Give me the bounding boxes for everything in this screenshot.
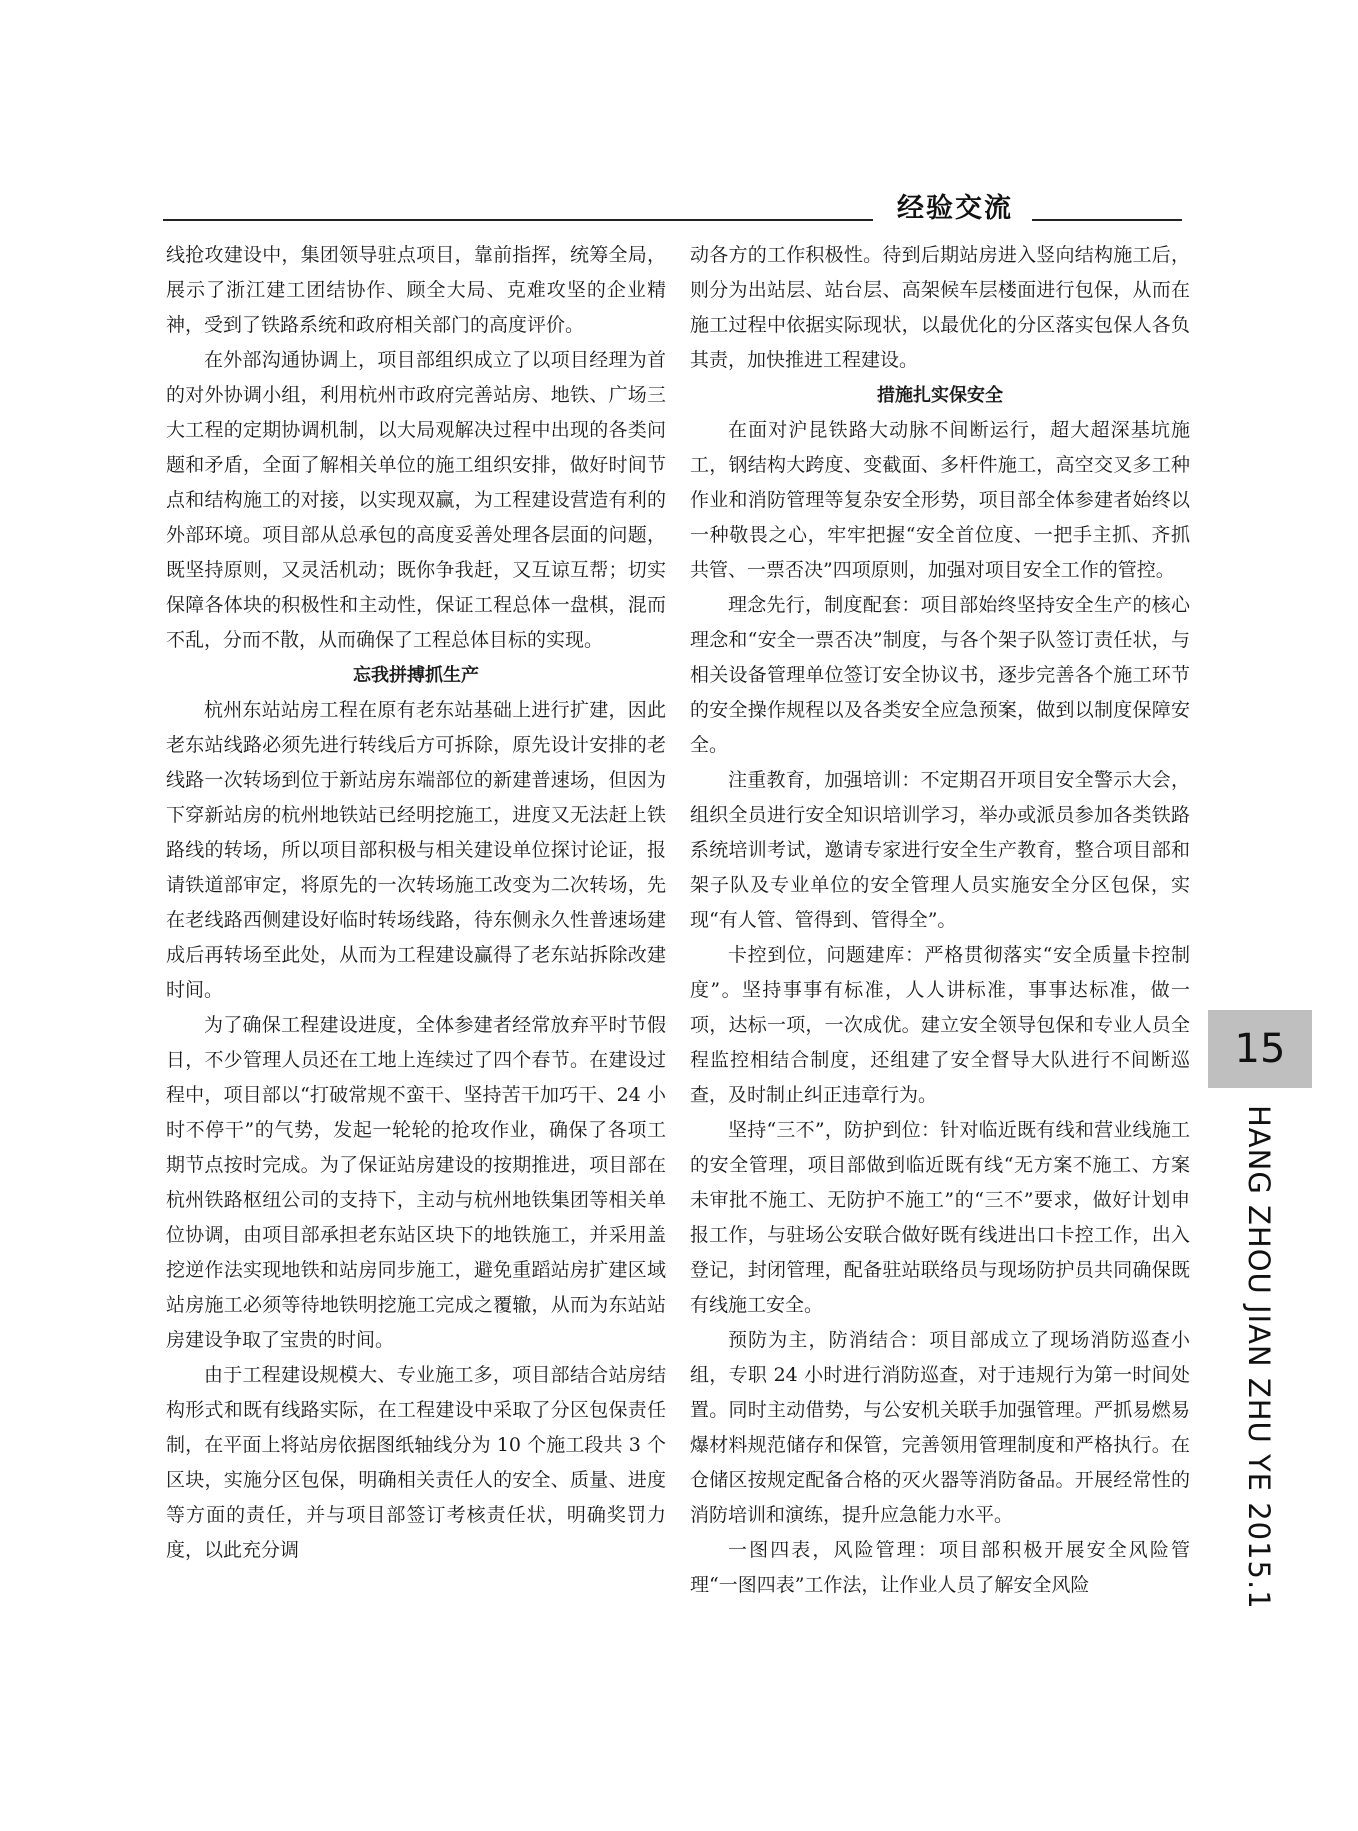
- paragraph: 卡控到位，问题建库：严格贯彻落实“安全质量卡控制度”。坚持事事有标准，人人讲标准，事事达标准，做一项，达标一项，一次成优。建立安全领导包保和专业人员全程监控相结合制度，还组建了安全督导大队进行不间断巡查，及时制止纠正违章行为。: [690, 944, 1190, 1106]
- paragraph: 在外部沟通协调上，项目部组织成立了以项目经理为首的对外协调小组，利用杭州市政府完善站房、地铁、广场三大工程的定期协调机制，以大局观解决过程中出现的各类问题和矛盾，全面了解相关单位的施工组织安排，做好时间节点和结构施工的对接，以实现双赢，为工程建设营造有利的外部环境。项目部从总承包的高度妥善处理各层面的问题，既坚持原则，又灵活机动；既你争我赶，又互谅互帮；切实保障各体块的积极性和主动性，保证工程总体一盘棋，混而不乱，分而不散，从而确保了工程总体目标的实现。: [166, 349, 666, 651]
- header-rule-left: [163, 219, 873, 221]
- subheading: 措施扎实保安全: [877, 385, 1003, 406]
- paragraph: 由于工程建设规模大、专业施工多，项目部结合站房结构形式和既有线路实际，在工程建设中采取了分区包保责任制，在平面上将站房依据图纸轴线分为 10 个施工段共 3 个区块，实施分区包保，明确相关责任人的安全、质量、进度等方面的责任，并与项目部签订考核责任状，明确奖罚力度，以此充分调: [166, 1364, 666, 1561]
- page-number-box: [1208, 1010, 1312, 1088]
- right-column: [690, 238, 1190, 1603]
- paragraph: 动各方的工作积极性。待到后期站房进入竖向结构施工后，则分为出站层、站台层、高架候车层楼面进行包保，从而在施工过程中依据实际现状，以最优化的分区落实包保人各负其责，加快推进工程建设。: [690, 244, 1190, 371]
- journal-name-vertical: HANG ZHOU JIAN ZHU YE 2015.1: [1242, 1105, 1276, 1610]
- paragraph: 理念先行，制度配套：项目部始终坚持安全生产的核心理念和“安全一票否决”制度，与各个架子队签订责任状，与相关设备管理单位签订安全协议书，逐步完善各个施工环节的安全操作规程以及各类安全应急预案，做到以制度保障安全。: [690, 594, 1190, 756]
- paragraph: 在面对沪昆铁路大动脉不间断运行，超大超深基坑施工，钢结构大跨度、变截面、多杆件施工，高空交叉多工种作业和消防管理等复杂安全形势，项目部全体参建者始终以一种敬畏之心，牢牢把握“安全首位度、一把手主抓、齐抓共管、一票否决”四项原则，加强对项目安全工作的管控。: [690, 419, 1190, 581]
- left-column: [166, 238, 666, 1568]
- section-title: 经验交流: [897, 193, 1013, 224]
- paragraph: 为了确保工程建设进度，全体参建者经常放弃平时节假日，不少管理人员还在工地上连续过了四个春节。在建设过程中，项目部以“打破常规不蛮干、坚持苦干加巧干、24 小时不停干”的气势，发起一轮轮的抢攻作业，确保了各项工期节点按时完成。为了保证站房建设的按期推进，项目部在杭州铁路枢纽公司的支持下，主动与杭州地铁集团等相关单位协调，由项目部承担老东站区块下的地铁施工，并采用盖挖逆作法实现地铁和站房同步施工，避免重蹈站房扩建区域站房施工必须等待地铁明挖施工完成之覆辙，从而为东站站房建设争取了宝贵的时间。: [166, 1014, 666, 1351]
- paragraph: 坚持“三不”，防护到位：针对临近既有线和营业线施工的安全管理，项目部做到临近既有线“无方案不施工、方案未审批不施工、无防护不施工”的“三不”要求，做好计划申报工作，与驻场公安联合做好既有线进出口卡控工作，出入登记，封闭管理，配备驻站联络员与现场防护员共同确保既有线施工安全。: [690, 1119, 1190, 1316]
- paragraph: 杭州东站站房工程在原有老东站基础上进行扩建，因此老东站线路必须先进行转线后方可拆除，原先设计安排的老线路一次转场到位于新站房东端部位的新建普速场，但因为下穿新站房的杭州地铁站已经明挖施工，进度又无法赶上铁路线的转场，所以项目部积极与相关建设单位探讨论证，报请铁道部审定，将原先的一次转场施工改变为二次转场，先在老线路西侧建设好临时转场线路，待东侧永久性普速场建成后再转场至此处，从而为工程建设赢得了老东站拆除改建时间。: [166, 699, 666, 1001]
- paragraph: 一图四表，风险管理：项目部积极开展安全风险管理“一图四表”工作法，让作业人员了解安全风险: [690, 1539, 1190, 1596]
- header-rule-right: [1032, 219, 1182, 221]
- paragraph: 注重教育，加强培训：不定期召开项目安全警示大会，组织全员进行安全知识培训学习，举办或派员参加各类铁路系统培训考试，邀请专家进行安全生产教育，整合项目部和架子队及专业单位的安全管理人员实施安全分区包保，实现“有人管、管得到、管得全”。: [690, 769, 1190, 931]
- paragraph: 预防为主，防消结合：项目部成立了现场消防巡查小组，专职 24 小时进行消防巡查，对于违规行为第一时间处置。同时主动借势，与公安机关联手加强管理。严抓易燃易爆材料规范储存和保管，完善领用管理制度和严格执行。在仓储区按规定配备合格的灭火器等消防备品。开展经常性的消防培训和演练，提升应急能力水平。: [690, 1329, 1190, 1526]
- subheading: 忘我拼搏抓生产: [353, 665, 479, 686]
- page-number: 15: [1234, 1026, 1286, 1072]
- paragraph: 线抢攻建设中，集团领导驻点项目，靠前指挥，统筹全局，展示了浙江建工团结协作、顾全大局、克难攻坚的企业精神，受到了铁路系统和政府相关部门的高度评价。: [166, 244, 666, 336]
